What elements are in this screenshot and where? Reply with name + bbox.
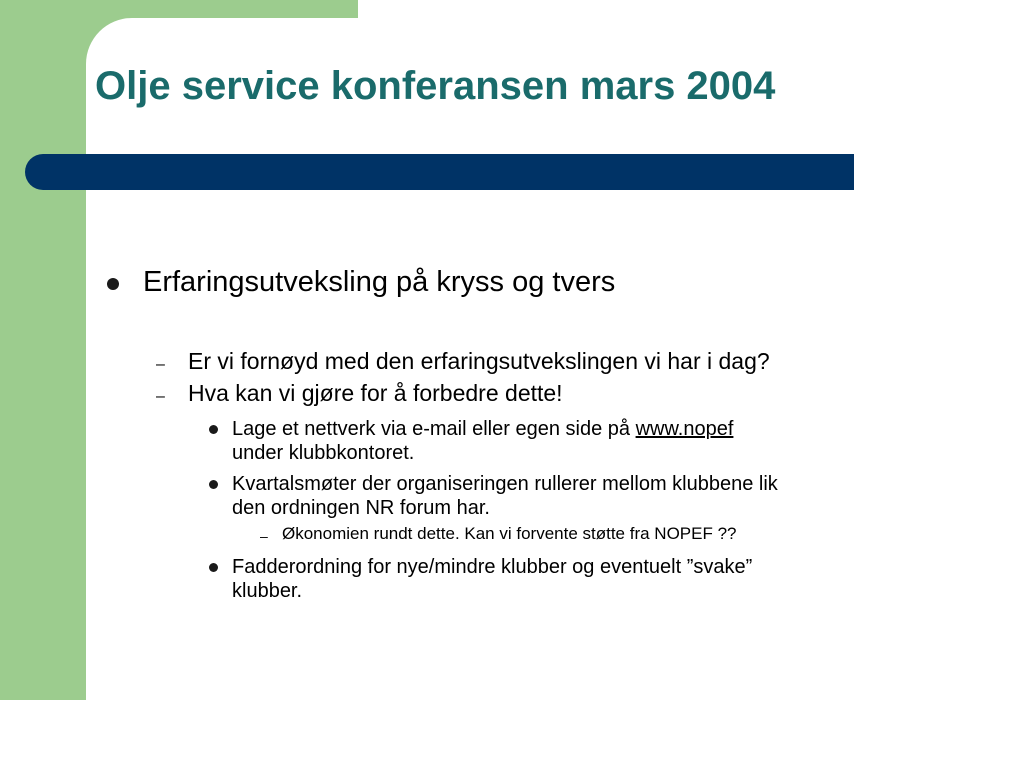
subbullet-2: Hva kan vi gjøre for å forbedre dette! bbox=[188, 380, 563, 406]
item-quarterly bbox=[232, 472, 942, 520]
item-sponsorship-line2: klubber. bbox=[232, 580, 303, 602]
item-network-text: Lage et nettverk via e-mail eller egen side på bbox=[232, 418, 636, 440]
dash-icon: – bbox=[156, 356, 165, 373]
bullet-dot-icon bbox=[107, 278, 119, 290]
item-network bbox=[232, 417, 942, 465]
item-sponsorship-line1: Fadderordning for nye/mindre klubber og eventuelt ”svake” bbox=[232, 556, 753, 578]
bullet-dot-icon bbox=[209, 563, 218, 572]
item-quarterly-line1: Kvartalsmøter der organiseringen rullerer mellom klubbene lik bbox=[232, 473, 778, 495]
nopef-link[interactable]: www.nopef bbox=[635, 418, 734, 440]
slide-title: Olje service konferansen mars 2004 bbox=[95, 64, 776, 108]
bullet-dot-icon bbox=[209, 425, 218, 434]
subbullet-1: Er vi fornøyd med den erfaringsutvekslingen vi har i dag? bbox=[188, 348, 770, 374]
dash-icon: – bbox=[260, 528, 268, 544]
dash-icon: – bbox=[156, 388, 165, 405]
item-sponsorship bbox=[232, 555, 942, 603]
item-network-text-cont: under klubbkontoret. bbox=[232, 442, 415, 464]
item-quarterly-line2: den ordningen NR forum har. bbox=[232, 497, 490, 519]
bullet-level1: Erfaringsutveksling på kryss og tvers bbox=[143, 266, 616, 298]
subitem-economy: Økonomien rundt dette. Kan vi forvente støtte fra NOPEF ?? bbox=[282, 524, 737, 543]
bullet-dot-icon bbox=[209, 480, 218, 489]
